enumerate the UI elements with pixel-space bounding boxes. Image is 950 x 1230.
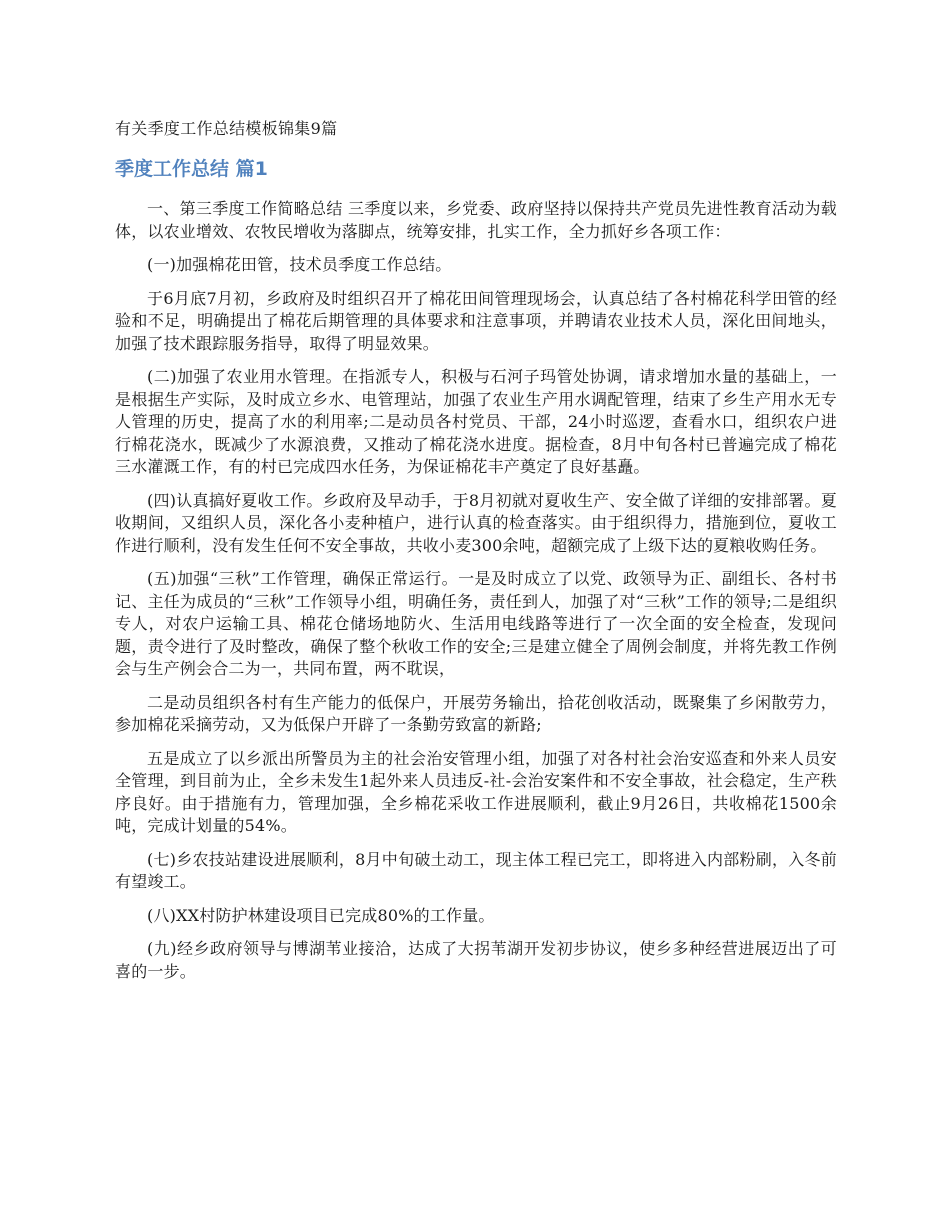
paragraph-agri-station: (七)乡农技站建设进展顺利，8月中旬破土动工，现主体工程已完工，即将进入内部粉刷，入冬前有望竣工。 bbox=[115, 849, 837, 891]
paragraph-cotton-field-management: (一)加强棉花田管，技术员季度工作总结。 bbox=[147, 255, 452, 274]
paragraph-autumn-work: (五)加强“三秋”工作管理，确保正常运行。一是及时成立了以党、政领导为正、副组长、各村书记、主任为成员的“三秋”工作领导小组，明确任务，责任到人，加强了对“三秋”工作的领导;二是组织专人，对农户运输工具、棉花仓储场地防火、生活用电线路等进行了一次全面的安全检查，发现问题，责令进行了及时整改，确保了整个秋收工作的安全;三是建立健全了周例会制度，并将先教工作例会与生产例会合二为一，共同布置，两不耽误， bbox=[115, 569, 837, 678]
paragraph-public-security: 五是成立了以乡派出所警员为主的社会治安管理小组，加强了对各村社会治安巡查和外来人员安全管理，到目前为止，全乡未发生1起外来人员违反-社-会治安案件和不安全事故，社会稳定，生产秩序良好。由于措施有力，管理加强，全乡棉花采收工作进展顺利，截止9月26日，共收棉花1500余吨，完成计划量的54%。 bbox=[115, 748, 837, 835]
paragraph-summer-harvest: (四)认真搞好夏收工作。乡政府及早动手，于8月初就对夏收生产、安全做了详细的安排部署。夏收期间，又组织人员，深化各小麦种植户，进行认真的检查落实。由于组织得力，措施到位，夏收工作进行顺利，没有发生任何不安全事故，共收小麦300余吨，超额完成了上级下达的夏粮收购任务。 bbox=[115, 490, 837, 555]
paragraph-shelter-forest: (八)XX村防护林建设项目已完成80%的工作量。 bbox=[147, 905, 495, 925]
section-heading: 季度工作总结 篇1 bbox=[115, 158, 268, 180]
document-title: 有关季度工作总结模板锦集9篇 bbox=[115, 119, 338, 138]
paragraph-water-management: (二)加强了农业用水管理。在指派专人，积极与石河子玛管处协调，请求增加水量的基础上，一是根据生产实际，及时成立乡水、电管理站，加强了农业生产用水调配管理，结束了乡生产用水无专人管理的历史，提高了水的利用率;二是动员各村党员、干部，24小时巡逻，查看水口，组织农户进行棉花浇水，既减少了水源浪费，又推动了棉花浇水进度。据检查，8月中旬各村已普遍完成了棉花三水灌溉工作，有的村已完成四水任务，为保证棉花丰产奠定了良好基矗。 bbox=[115, 367, 837, 476]
paragraph-cotton-field-meeting: 于6月底7月初，乡政府及时组织召开了棉花田间管理现场会，认真总结了各村棉花科学田管的经验和不足，明确提出了棉花后期管理的具体要求和注意事项，并聘请农业技术人员，深化田间地头，加强了技术跟踪服务指导，取得了明显效果。 bbox=[115, 288, 837, 353]
paragraph-intro: 一、第三季度工作简略总结 三季度以来，乡党委、政府坚持以保持共产党员先进性教育活动为载体，以农业增效、农牧民增收为落脚点，统筹安排，扎实工作，全力抓好乡各项工作： bbox=[115, 199, 837, 241]
document-page bbox=[115, 118, 837, 994]
paragraph-labor-export: 二是动员组织各村有生产能力的低保户，开展劳务输出，拾花创收活动，既聚集了乡闲散劳力，参加棉花采摘劳动，又为低保户开辟了一条勤劳致富的新路; bbox=[115, 692, 837, 734]
paragraph-reed-lake: (九)经乡政府领导与博湖苇业接洽，达成了大拐苇湖开发初步协议，使乡多种经营进展迈出了可喜的一步。 bbox=[115, 939, 837, 981]
